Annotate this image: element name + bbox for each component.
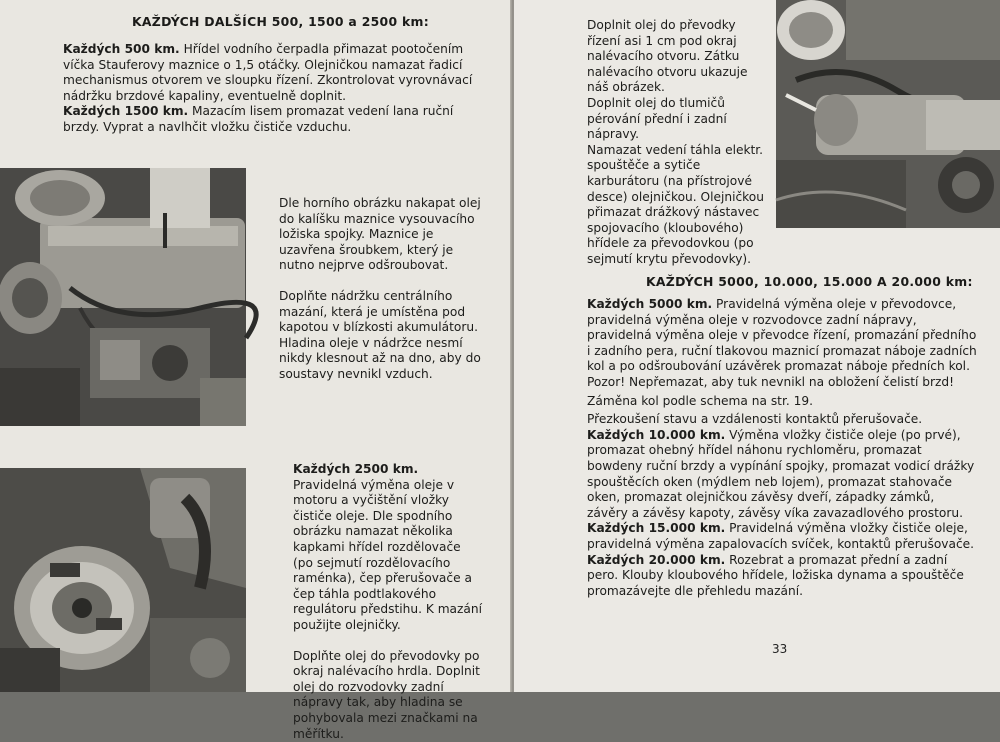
intro-text-block xyxy=(46,42,484,136)
text-5000km: Pravidelná výměna oleje v převodovce, pravidelná výměna oleje v rozvodovce zadní nápravy, pravidelná výměna oleje v převodce řízení, promazání předního i zadního pera, ruční tlakovou maznicí promazat náboje zadních kol a po odšroubování uzávěrek promazat náboje předních kol. Pozor! Nepřemazat, aby tuk nevnikl na obložení čelistí brzd! xyxy=(587,297,977,389)
text-10000km: Výměna vložky čističe oleje (po prvé), promazat ohebný hřídel náhonu rychloměru, promazat bowdeny ruční brzdy a vypínání spojky, promazat vodicí drážky spouštěcích oken (mýdlem neb lojem), promazat stahovače oken, promazat olejničkou závěsy dveří, západky zámků, závěry a závěsy kapoty, závěsy víka zavazadlového prostoru. xyxy=(587,427,975,520)
paragraph-shock-absorbers: Doplnit olej do tlumičů pérování přední i zadní nápravy. xyxy=(587,95,727,142)
text-500km: Hřídel vodního čerpadla přimazat pootočením víčka Stauferovy maznice o 1,5 otáčky. Olejničkou namazat řadicí mechanismus otvorem ve sloupku řízení. Zkontrolovat vyrovnávací nádržku brzdové kapaliny, eventuelně doplnit. xyxy=(63,42,473,103)
right-main-text xyxy=(570,297,978,599)
label-500km: Každých 500 km. xyxy=(63,42,180,56)
paragraph-10000km xyxy=(570,428,978,522)
paragraph-15000km xyxy=(570,521,978,552)
text-2500km: Pravidelná výměna oleje v motoru a vyčištění vložky čističe oleje. Dle spodního obrázku namazat několika kapkami hřídel rozdělovače (po sejmutí rozdělovacího raménka), čep přerušovače a čep táhla podtlakového regulátoru předstihu. K mazání použijte olejničky. xyxy=(293,477,483,632)
paragraph-starter-choke: Namazat vedení táhla elektr. spouštěče a sytiče karburátoru (na přístrojové desce) olejničkou. Olejničkou přimazat drážkový nástavec spojovacího (kloubového) hřídele za převodovkou (po sejmutí krytu převodovky). xyxy=(587,142,764,266)
label-15000km: Každých 15.000 km. xyxy=(587,521,726,536)
label-1500km: Každých 1500 km. xyxy=(63,104,189,119)
label-2500km: Každých 2500 km. xyxy=(293,462,419,476)
text-15000km: Pravidelná výměna vložky čističe oleje, pravidelná výměna zapalovacích svíček, kontaktů přerušovače. xyxy=(587,521,975,551)
paragraph-5000km xyxy=(570,297,978,391)
paragraph-500km xyxy=(46,42,484,104)
label-10000km: Každých 10.000 km. xyxy=(587,427,726,442)
caption-bottom-column xyxy=(276,462,483,742)
paragraph-wheel-rotation: Záměna kol podle schema na str. 19. xyxy=(587,393,813,408)
paragraph-contacts-check: Přezkoušení stavu a vzdálenosti kontaktů přerušovače. xyxy=(587,412,923,427)
caption-clutch-bearing: Dle horního obrázku nakapat olej do kalíšku maznice vysouvacího ložiska spojky. Maznice je uzavřena šroubkem, který je nutno nejprve odšroubovat. xyxy=(279,196,481,273)
paragraph-2500km xyxy=(276,462,483,634)
paragraph-1500km xyxy=(46,104,484,135)
page-number: 33 xyxy=(772,642,788,656)
right-page xyxy=(514,0,1000,692)
distributor-photo-bottom xyxy=(0,468,246,692)
text-1500km: Mazacím lisem promazat vedení lana ruční brzdy. Vyprat a navlhčit vložku čističe vzduchu. xyxy=(63,104,454,134)
left-heading: KAŽDÝCH DALŠÍCH 500, 1500 a 2500 km: xyxy=(132,14,430,29)
caption-central-lubrication: Doplňte nádržku centrálního mazání, která je umístěna pod kapotou v blízkosti akumulátoru. Hladina oleje v nádržce nesmí nikdy klesnout až na dno, aby do soustavy nevnikl vzduch. xyxy=(279,288,481,381)
text-20000km: Rozebrat a promazat přední a zadní pero. Klouby kloubového hřídele, ložiska dynama a spouštěče promazávejte dle přehledu mazání. xyxy=(587,552,964,598)
paragraph-gearbox-oil: Doplňte olej do převodovky po okraj nalévacího hrdla. Doplnit olej do rozvodovky zadní nápravy tak, aby hladina se pohybovala mezi značkami na měřítku. xyxy=(293,648,480,741)
paragraph-20000km xyxy=(570,553,978,600)
caption-top-column xyxy=(279,196,482,383)
label-20000km: Každých 20.000 km. xyxy=(587,552,726,567)
engine-photo-top xyxy=(0,168,246,426)
right-top-column xyxy=(570,18,770,268)
label-5000km: Každých 5000 km. xyxy=(587,297,713,311)
paragraph-steering-gear-oil: Doplnit olej do převodky řízení asi 1 cm pod okraj nalévacího otvoru. Zátku nalévacího otvoru ukazuje náš obrázek. xyxy=(587,18,748,95)
gearbox-photo xyxy=(776,0,1000,228)
right-heading: KAŽDÝCH 5000, 10.000, 15.000 A 20.000 km: xyxy=(646,274,973,289)
